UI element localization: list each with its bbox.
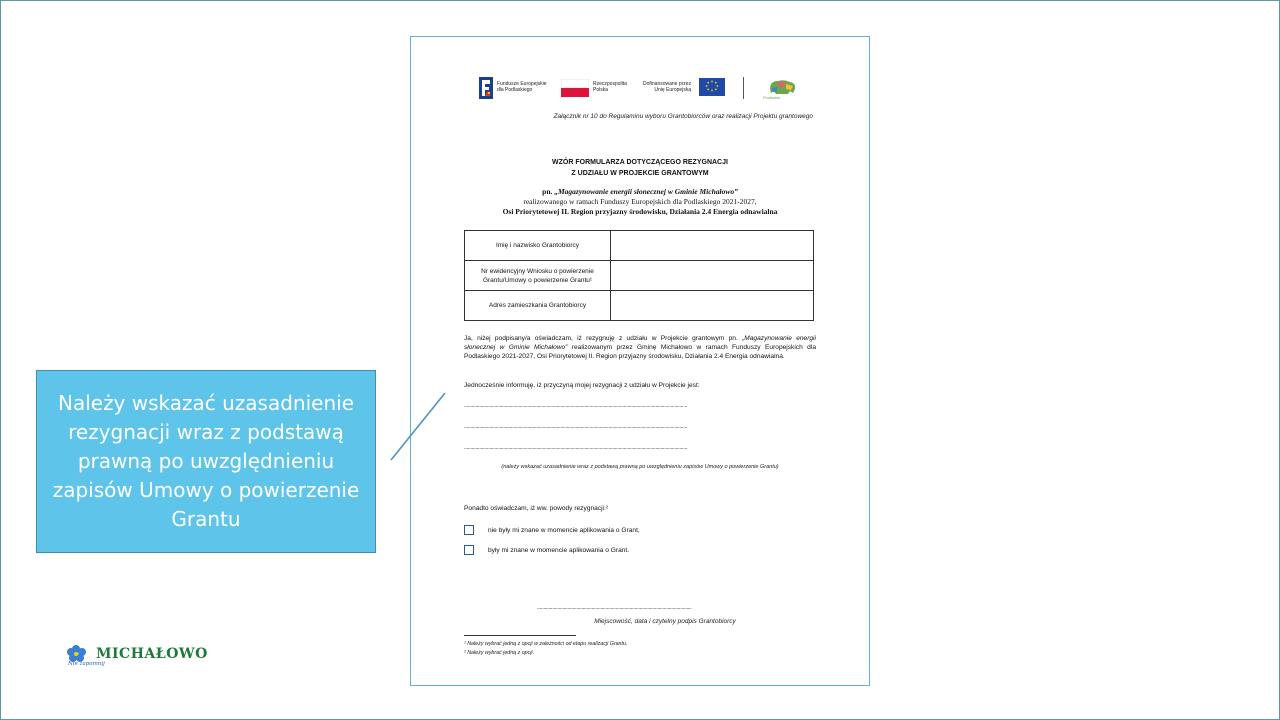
signature-label: Miejscowość, data i czytelny podpis Grantobiorcy bbox=[594, 618, 736, 625]
eu-funds-logo-text: Fundusze Europejskie dla Podlaskiego bbox=[497, 81, 547, 93]
reason-intro: Jednocześnie informuję, iż przyczyną mojej rezygnacji z udziału w Projekcie jest: bbox=[464, 382, 700, 389]
table-label-cell: Imię i nazwisko Grantobiorcy bbox=[465, 231, 611, 261]
annex-note: Załącznik nr 10 do Regulaminu wyboru Grantobiorców oraz realizacji Projektu grantowego bbox=[553, 113, 813, 120]
reason-line-1[interactable]: ................................................................................................................................................................................ bbox=[464, 403, 687, 409]
callout-text: Należy wskazać uzasadnienie rezygnacji wraz z podstawą prawną po uwzględnieniu zapisów Umowy o powierzenie Grantu bbox=[52, 391, 360, 531]
project-name-line: pn. „Magazynowanie energii słonecznej w Gminie Michałowo” bbox=[542, 187, 738, 196]
option-known-label: były mi znane w momencie aplikowania o Grant. bbox=[488, 546, 630, 554]
reason-hint: (należy wskazać uzasadnienie wraz z podstawą prawną po uwzględnieniu zapisów Umowy o powierzenie Grantu) bbox=[501, 464, 779, 470]
footnote-1: ¹ Należy wybrać jedną z opcji w zależności od etapu realizacji Grantu. bbox=[464, 641, 628, 647]
table-label-cell: Nr ewidencyjny Wniosku o powierzenie Grantu/Umowy o powierzenie Grantu¹ bbox=[465, 261, 611, 291]
brand-name: MICHAŁOWO bbox=[96, 646, 208, 662]
program-line1: realizowanego w ramach Funduszy Europejskich dla Podlaskiego 2021-2027, bbox=[523, 197, 757, 206]
eu-cofunded-text: Dofinansowane przez Unię Europejską bbox=[643, 81, 692, 93]
declaration-paragraph: Ja, niżej podpisany/a oświadczam, iż rezygnuję z udziału w Projekcie grantowym pn. „Magazynowanie energii słonecznej w Gminie Michałowo” realizowanym przez Gminę Michałowo w ramach Funduszy Europejskich dla Podlaskiego 2021-2027, Osi Priorytetowej II. Region przyjazny środowisku, Działania 2.4 Energia odnawialna. bbox=[464, 335, 816, 360]
project-name: „Magazynowanie energii słonecznej w Gminie Michałowo” bbox=[554, 187, 738, 196]
further-statement: Ponadto oświadczam, iż ww. powody rezygnacji:² bbox=[464, 505, 609, 512]
reason-line-3[interactable]: ................................................................................................................................................................................ bbox=[464, 445, 687, 451]
poland-logo-text: Rzeczpospolita Polska bbox=[593, 81, 627, 93]
signature-line[interactable]: .......................................................................................................................... bbox=[537, 605, 692, 611]
footnote-2: ² Należy wybrać jedną z opcji. bbox=[464, 650, 535, 656]
podlaskie-logo-text: Podlaskie bbox=[763, 95, 781, 100]
table-label-cell: Adres zamieszkania Grantobiorcy bbox=[465, 291, 611, 321]
brand-tagline: Nie zapomnij bbox=[68, 661, 105, 667]
reason-line-2[interactable]: ................................................................................................................................................................................ bbox=[464, 424, 687, 430]
program-line2: Osi Priorytetowej II. Region przyjazny środowisku, Działania 2.4 Energia odnawialna bbox=[502, 207, 778, 216]
form-title-line2: Z UDZIAŁU W PROJEKCIE GRANTOWYM bbox=[571, 170, 709, 177]
callout-box bbox=[36, 370, 376, 553]
option-not-known-label: nie były mi znane w momencie aplikowania o Grant, bbox=[488, 526, 640, 534]
form-title-line1: WZÓR FORMULARZA DOTYCZĄCEGO REZYGNACJI bbox=[552, 159, 728, 166]
